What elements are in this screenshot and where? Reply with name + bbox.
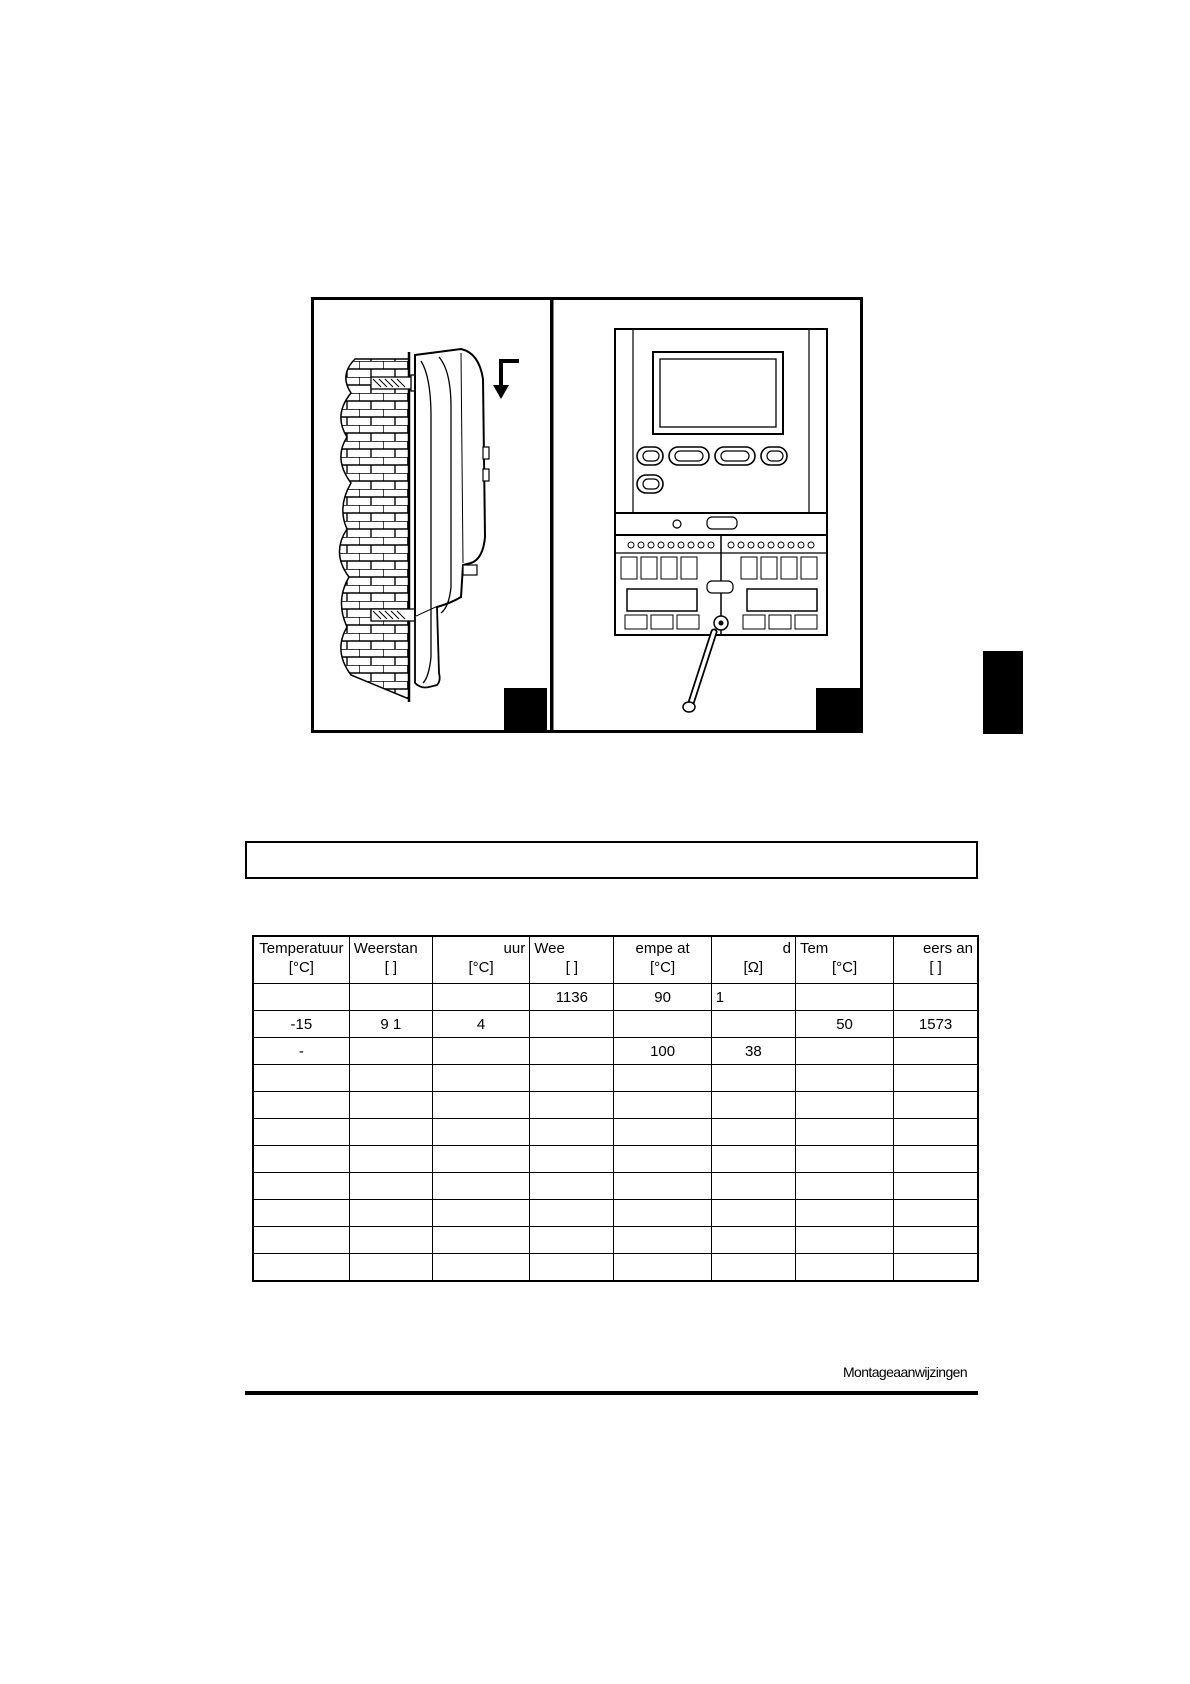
table-cell — [349, 1254, 432, 1282]
table-row — [253, 1092, 978, 1119]
table-row — [253, 1200, 978, 1227]
table-cell — [432, 984, 529, 1011]
table-cell — [614, 1227, 711, 1254]
table-cell — [253, 1173, 349, 1200]
table-cell — [614, 1065, 711, 1092]
mounting-figure — [311, 297, 863, 733]
table-cell: 50 — [795, 1011, 893, 1038]
header-cell: empe at [°C] — [614, 936, 711, 984]
table-cell — [795, 984, 893, 1011]
table-cell — [253, 1092, 349, 1119]
table-cell: 1573 — [894, 1011, 978, 1038]
table-cell — [894, 984, 978, 1011]
table-cell — [432, 1146, 529, 1173]
table-cell — [530, 1200, 614, 1227]
table-row — [253, 1011, 978, 1038]
table-cell — [711, 1200, 795, 1227]
table-cell — [530, 1065, 614, 1092]
table-cell — [894, 1092, 978, 1119]
table-row — [253, 1227, 978, 1254]
table-cell — [349, 1065, 432, 1092]
header-cell: d [Ω] — [711, 936, 795, 984]
header-cell: Temperatuur [°C] — [253, 936, 349, 984]
table-cell — [795, 1092, 893, 1119]
table-cell — [432, 1038, 529, 1065]
table-cell — [795, 1146, 893, 1173]
table-cell — [432, 1092, 529, 1119]
table-cell: 1136 — [530, 984, 614, 1011]
table-cell — [894, 1200, 978, 1227]
table-cell — [253, 1065, 349, 1092]
header-cell: Weerstan [ ] — [349, 936, 432, 984]
table-cell — [253, 1254, 349, 1282]
table-cell — [614, 1092, 711, 1119]
table-cell — [795, 1065, 893, 1092]
table-cell: -15 — [253, 1011, 349, 1038]
table-cell — [432, 1227, 529, 1254]
table-cell: 38 — [711, 1038, 795, 1065]
mounting-illustration — [311, 297, 863, 733]
table-row — [253, 1038, 978, 1065]
table-row — [253, 1065, 978, 1092]
table-cell — [711, 1173, 795, 1200]
table-cell — [432, 1254, 529, 1282]
table-cell — [894, 1065, 978, 1092]
table-cell — [253, 1200, 349, 1227]
table-cell — [614, 1173, 711, 1200]
table-row — [253, 1173, 978, 1200]
table-cell — [530, 1173, 614, 1200]
table-row — [253, 984, 978, 1011]
table-cell — [614, 1200, 711, 1227]
table-cell — [894, 1119, 978, 1146]
table-cell — [795, 1200, 893, 1227]
table-cell — [349, 1092, 432, 1119]
table-cell — [253, 1227, 349, 1254]
footer-rule — [245, 1391, 978, 1395]
table-cell — [432, 1119, 529, 1146]
table-cell — [349, 984, 432, 1011]
table-cell: 4 — [432, 1011, 529, 1038]
table-cell — [530, 1119, 614, 1146]
table-cell — [530, 1146, 614, 1173]
table-cell — [349, 1119, 432, 1146]
table-cell — [530, 1011, 614, 1038]
table-cell — [253, 984, 349, 1011]
table-cell — [614, 1254, 711, 1282]
table-cell — [894, 1038, 978, 1065]
table-cell — [530, 1038, 614, 1065]
header-cell: Tem [°C] — [795, 936, 893, 984]
table-cell — [349, 1200, 432, 1227]
table-cell — [711, 1146, 795, 1173]
table-cell — [795, 1173, 893, 1200]
table-cell — [795, 1038, 893, 1065]
table-cell — [894, 1146, 978, 1173]
table-cell — [711, 1254, 795, 1282]
table-row — [253, 1119, 978, 1146]
table-cell — [432, 1173, 529, 1200]
table-cell — [432, 1065, 529, 1092]
table-cell: 100 — [614, 1038, 711, 1065]
table-cell — [711, 1011, 795, 1038]
table-cell — [614, 1119, 711, 1146]
table-cell — [349, 1227, 432, 1254]
resistance-table — [252, 935, 979, 1282]
table-cell — [253, 1146, 349, 1173]
table-cell — [894, 1173, 978, 1200]
header-cell: Wee [ ] — [530, 936, 614, 984]
table-cell — [349, 1038, 432, 1065]
table-cell — [614, 1011, 711, 1038]
table-header-row — [253, 936, 978, 984]
table-cell — [894, 1254, 978, 1282]
header-cell: uur [°C] — [432, 936, 529, 984]
table-cell — [253, 1119, 349, 1146]
table-cell — [614, 1146, 711, 1173]
footer-title: Montageaanwijzingen — [843, 1364, 968, 1380]
table-cell: - — [253, 1038, 349, 1065]
table-row — [253, 1254, 978, 1282]
caption-box — [245, 841, 978, 879]
table-cell — [530, 1227, 614, 1254]
table-cell — [530, 1254, 614, 1282]
table-row — [253, 1146, 978, 1173]
table-cell — [894, 1227, 978, 1254]
table-cell: 90 — [614, 984, 711, 1011]
table-cell — [349, 1173, 432, 1200]
header-cell: eers an [ ] — [894, 936, 978, 984]
table-cell — [795, 1254, 893, 1282]
table-cell: 1 — [711, 984, 795, 1011]
section-tab — [983, 651, 1023, 734]
table-cell — [711, 1092, 795, 1119]
table-cell — [711, 1119, 795, 1146]
table-cell: 9 1 — [349, 1011, 432, 1038]
table-cell — [349, 1146, 432, 1173]
table-cell — [530, 1092, 614, 1119]
table-cell — [711, 1227, 795, 1254]
table-cell — [711, 1065, 795, 1092]
table-cell — [795, 1119, 893, 1146]
table-cell — [432, 1200, 529, 1227]
table-cell — [795, 1227, 893, 1254]
